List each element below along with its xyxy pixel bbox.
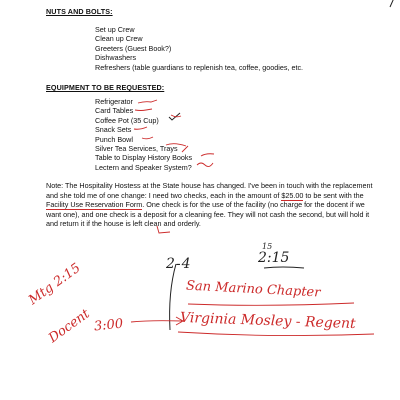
underline-mark (176, 330, 376, 338)
handwritten-time-superscript: 15 (262, 242, 273, 251)
nuts-and-bolts-list (95, 25, 303, 72)
list-item: Set up Crew (95, 25, 135, 34)
handwritten-time-right: 2:15 (258, 250, 290, 266)
handwritten-time-range: 2-4 (166, 256, 192, 272)
handwritten-docent-time: 3:00 (93, 316, 124, 335)
list-item: Lectern and Speaker System? (95, 162, 192, 172)
list-item: Table to Display History Books (95, 153, 193, 163)
check-amount: $25.00 (281, 190, 304, 200)
check-mark-icon (133, 125, 149, 133)
handwritten-regent-name: Virginia Mosley - Regent (179, 309, 356, 333)
handwritten-chapter-name: San Marino Chapter (185, 278, 321, 301)
check-mark-icon (156, 225, 172, 235)
nuts-and-bolts-heading: NUTS AND BOLTS: (46, 7, 113, 16)
list-item: Snack Sets (95, 125, 132, 135)
handwritten-meeting-time: Mtg 2:15 (26, 260, 84, 309)
check-mark-icon (168, 112, 182, 122)
form-name: Facility Use Reservation Form (46, 200, 143, 209)
note-text: to be sent with the (303, 190, 364, 200)
underline-mark (186, 300, 356, 308)
arrow-line (130, 316, 184, 326)
equipment-heading: EQUIPMENT TO BE REQUESTED: (46, 83, 165, 92)
list-item: Refreshers (table guardians to replenish tea, coffee, goodies, etc. (95, 62, 304, 72)
note-text: . One check is for the use of the facility (no charge for the docent if we want one), and one check is a deposit for a cleaning fee. They will not cash the second, but will hold it and return it if the house is left clean and orderly. (46, 200, 370, 228)
list-item: Greeters (Guest Book?) (95, 43, 172, 53)
list-item: Dishwashers (95, 53, 137, 63)
list-item: Clean up Crew (95, 34, 143, 44)
underline-mark (262, 264, 306, 272)
check-mark-icon (196, 159, 214, 171)
list-item: Coffee Pot (35 Cup) (95, 115, 159, 125)
check-mark-icon (137, 98, 159, 106)
list-item: Card Tables (95, 106, 134, 116)
note-text: Note: The Hospitality Hostess at the State house has changed. I've been in touch with the replacement and she told me of one change: I need two checks, each in the amount of (46, 181, 373, 200)
hospitality-note (46, 181, 374, 229)
corner-pen-mark (384, 0, 396, 8)
list-item: Silver Tea Services, Trays (95, 144, 178, 154)
check-mark-icon (134, 106, 154, 114)
list-item: Refrigerator (95, 97, 133, 106)
list-item: Punch Bowl (95, 134, 133, 144)
handwritten-docent-label: Docent (46, 306, 93, 347)
check-mark-icon (164, 142, 190, 154)
check-mark-icon (200, 151, 216, 159)
check-mark-icon (141, 134, 155, 142)
